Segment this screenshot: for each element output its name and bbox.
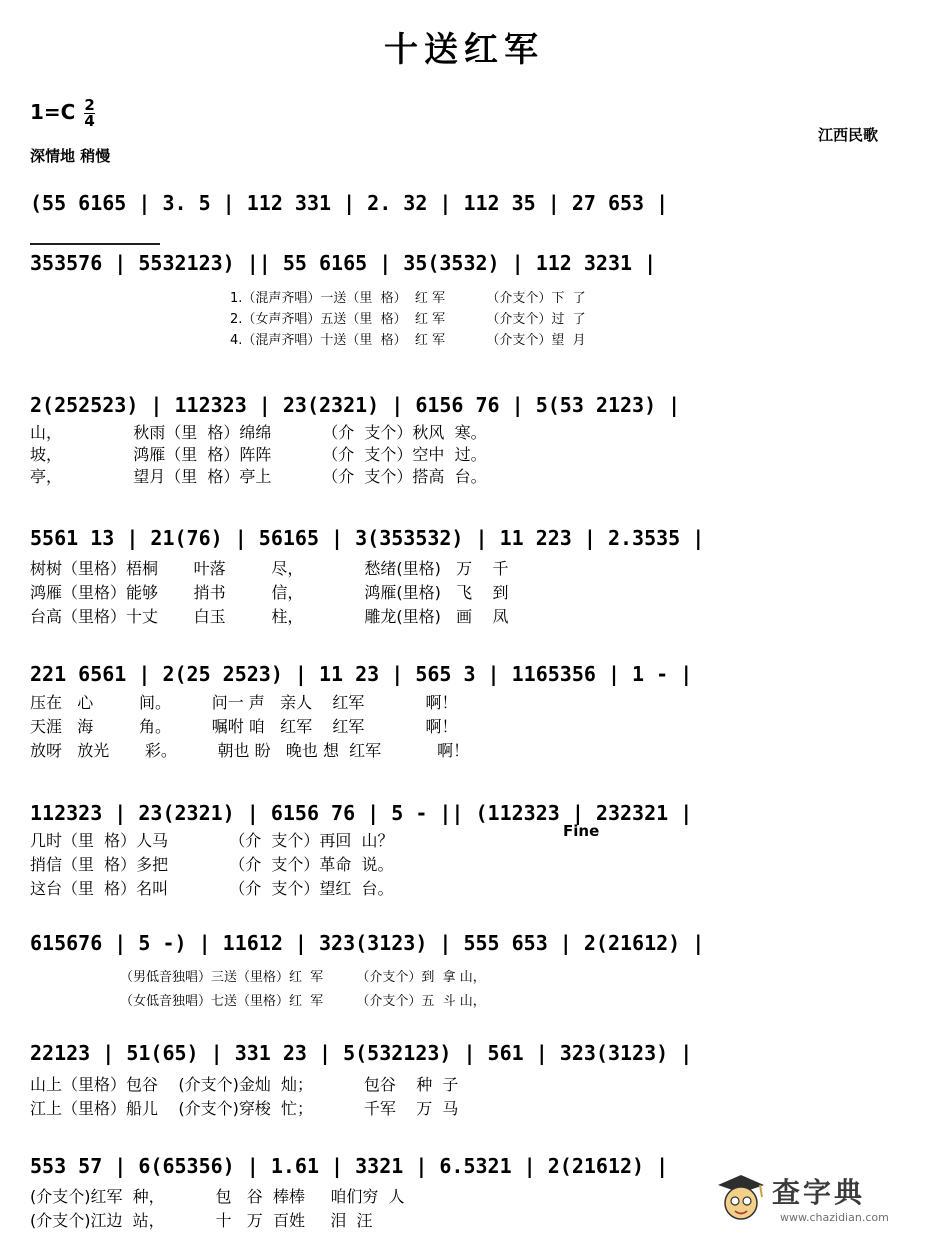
notation-staff-7 — [30, 920, 892, 964]
notation-line: 221 6561 | 2(25 2523) | 11 23 | 565 3 | 1165356 | 1 - | — [30, 662, 693, 686]
lyric-line: 几时（里 格）人马 （介 支个）再回 山？ — [30, 831, 394, 850]
lyric-line: 山上（里格）包谷 (介支个)金灿 灿； 包谷 种 子 — [30, 1075, 459, 1094]
lyric-line: 这台（里 格）名叫 （介 支个）望红 台。 — [30, 879, 394, 898]
lyric-line: 山， 秋雨（里 格）绵绵 （介 支个）秋风 寒。 — [30, 423, 487, 442]
lyric-line: (介支个)红军 种， 包 谷 棒棒 咱们穷 人 — [30, 1187, 405, 1206]
lyric-line: 鸿雁（里格）能够 捎书 信， 鸿雁(里格) 飞 到 — [30, 583, 509, 602]
lyric-line: （女低音独唱）七送（里格）红 军 （介支个）五 斗 山， — [120, 994, 486, 1009]
notation-system-5 — [30, 651, 892, 695]
lyric-line: （男低音独唱）三送（里格）红 军 （介支个）到 拿 山， — [120, 970, 486, 985]
notation-staff-8 — [30, 1030, 892, 1074]
notation-staff-1 — [30, 180, 892, 224]
notation-system-4 — [30, 515, 892, 559]
notation-staff-4 — [30, 515, 892, 559]
lyric-line: 压在 心 间。 问一 声 亲人 红军 啊！ — [30, 693, 458, 712]
watermark-text: 查字典 — [772, 1176, 866, 1209]
lyric-line: 放呀 放光 彩。 朝也 盼 晚也 想 红军 啊！ — [30, 741, 470, 760]
notation-line: 2(252523) | 112323 | 23(2321) | 6156 76 | 5(53 2123) | — [30, 393, 681, 417]
lyric-line: 2.（女声齐唱）五送（里 格） 红 军 （介支个）过 了 — [230, 312, 586, 327]
song-title: 十送红军 — [384, 30, 544, 70]
watermark-url: www.chazidian.com — [780, 1211, 889, 1224]
song-source: 江西民歌 — [817, 126, 878, 144]
notation-system-7 — [30, 920, 892, 964]
notation-system-2 — [30, 240, 892, 284]
mascot-icon — [714, 1171, 768, 1227]
notation-line: 112323 | 23(2321) | 6156 76 | 5 - || (112323 | 232321 | — [30, 801, 693, 825]
lyric-line: (介支个)江边 站， 十 万 百姓 泪 汪 — [30, 1211, 373, 1230]
lyric-line: 1.（混声齐唱）一送（里 格） 红 军 （介支个）下 了 — [230, 291, 586, 306]
notation-line: 615676 | 5 -) | 11612 | 323(3123) | 555 653 | 2(21612) | — [30, 931, 705, 955]
fine-marker: Fine — [563, 822, 600, 840]
lyric-line: 天涯 海 角。 嘱咐 咱 红军 红军 啊！ — [30, 717, 458, 736]
notation-system-1 — [30, 180, 892, 224]
notation-staff-2 — [30, 240, 892, 284]
notation-line: (55 6165 | 3. 5 | 112 331 | 2. 32 | 112 35 | 27 653 | — [30, 191, 669, 215]
lyric-line: 亭， 望月（里 格）亭上 （介 支个）搭高 台。 — [30, 467, 487, 486]
lyric-line: 台高（里格）十丈 白玉 柱， 雕龙(里格) 画 凤 — [30, 607, 509, 626]
tempo-marking: 深情地 稍慢 — [30, 147, 111, 165]
watermark-logo — [700, 1165, 920, 1235]
time-signature — [84, 98, 94, 129]
notation-line: 353576 | 5532123) || 55 6165 | 35(3532) | 112 3231 | — [30, 251, 657, 275]
notation-line: 22123 | 51(65) | 331 23 | 5(532123) | 561 | 323(3123) | — [30, 1041, 693, 1065]
lyric-line: 树树（里格）梧桐 叶落 尽， 愁绪(里格) 万 千 — [30, 559, 509, 578]
lyric-line: 坡， 鸿雁（里 格）阵阵 （介 支个）空中 过。 — [30, 445, 487, 464]
lyric-line: 江上（里格）船儿 (介支个)穿梭 忙； 千军 万 马 — [30, 1099, 459, 1118]
notation-line: 553 57 | 6(65356) | 1.61 | 3321 | 6.5321 | 2(21612) | — [30, 1154, 669, 1178]
lyric-line: 4.（混声齐唱）十送（里 格） 红 军 （介支个）望 月 — [230, 333, 586, 348]
time-signature-top: 2 — [84, 96, 95, 114]
key-signature — [30, 98, 95, 129]
notation-line: 5561 13 | 21(76) | 56165 | 3(353532) | 11 223 | 2.3535 | — [30, 526, 705, 550]
key-label: 1=C — [30, 100, 76, 124]
lyric-line: 捎信（里 格）多把 （介 支个）革命 说。 — [30, 855, 394, 874]
time-signature-bottom: 4 — [84, 112, 95, 130]
notation-staff-5 — [30, 651, 892, 695]
notation-system-8 — [30, 1030, 892, 1074]
